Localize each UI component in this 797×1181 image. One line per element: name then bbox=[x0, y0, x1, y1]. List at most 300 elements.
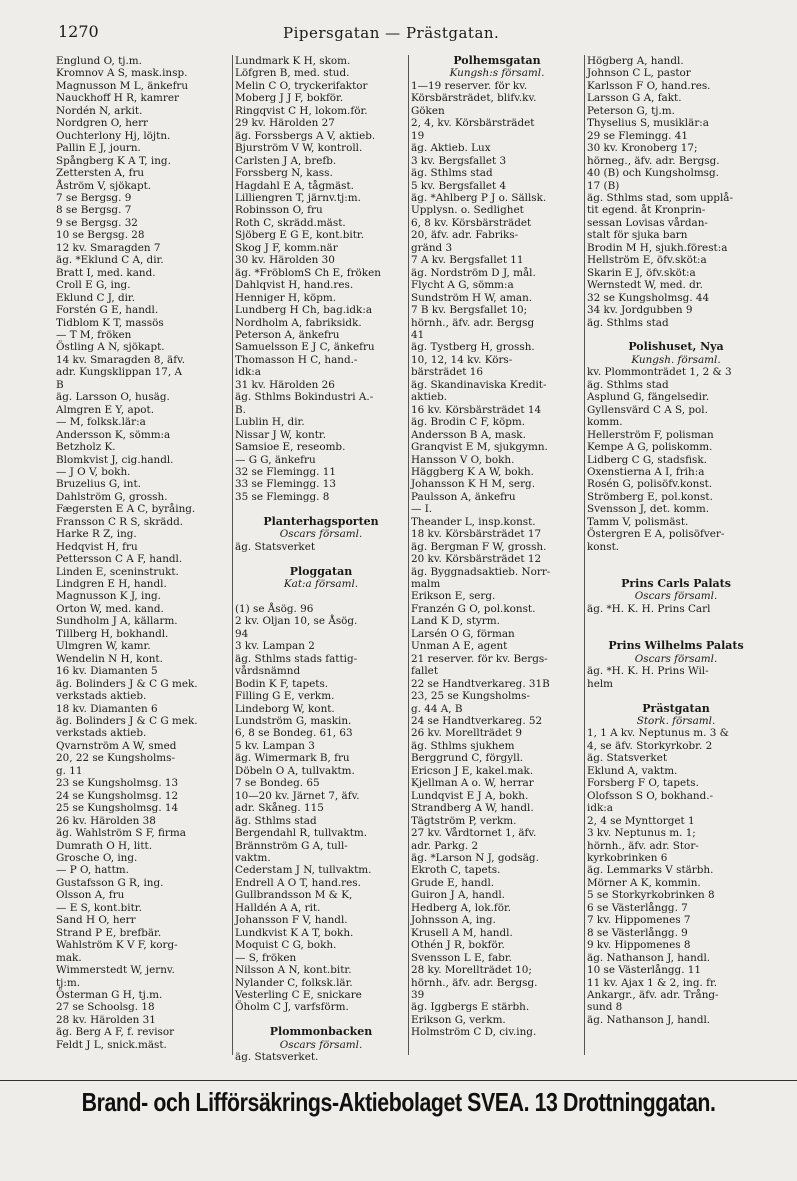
directory-entry: 28 ky. Morellträdet 10; bbox=[411, 964, 532, 977]
directory-entry: Endrell A O T, hand.res. bbox=[235, 876, 361, 889]
directory-entry: sund 8 bbox=[587, 1001, 623, 1014]
directory-entry: Bratt I, med. kand. bbox=[56, 266, 156, 279]
directory-entry: 9 se Bergsg. 32 bbox=[56, 216, 138, 229]
directory-entry: äg. Bolinders J & C G mek. bbox=[56, 677, 198, 690]
directory-entry: 23 se Kungsholmsg. 13 bbox=[56, 777, 179, 790]
directory-entry: Skog J F, komm.när bbox=[235, 241, 338, 254]
directory-entry: 35 se Flemingg. 8 bbox=[235, 490, 330, 503]
directory-entry: Gyllensvärd C A S, pol. bbox=[587, 403, 708, 416]
directory-entry: 24 se Handtverkareg. 52 bbox=[411, 715, 543, 728]
directory-entry: Halldén A A, rit. bbox=[235, 901, 321, 914]
directory-entry: Fægersten E A C, byråing. bbox=[56, 503, 196, 516]
directory-entry: vårdsnämnd bbox=[235, 665, 301, 678]
directory-entry: 17 (B) bbox=[587, 179, 620, 192]
directory-entry: Linden E, sceninstrukt. bbox=[56, 565, 179, 578]
directory-entry: Lindgren E H, handl. bbox=[56, 578, 167, 591]
directory-entry: Löfgren B, med. stud. bbox=[235, 67, 350, 80]
directory-entry: hörnh., äfv. adr. Bergsg bbox=[411, 316, 535, 329]
directory-entry: 10, 12, 14 kv. Körs- bbox=[411, 353, 513, 366]
directory-entry: Brodin M H, sjukh.förest:a bbox=[587, 241, 728, 254]
directory-entry: Döbeln O A, tullvaktm. bbox=[235, 764, 355, 777]
directory-entry: kv. Plommonträdet 1, 2 & 3 bbox=[587, 366, 732, 379]
directory-entry: Öholm C J, varfsförm. bbox=[235, 1001, 349, 1014]
directory-entry: Larsson G A, fakt. bbox=[587, 92, 682, 105]
directory-entry: äg. Sthlms stad bbox=[411, 167, 493, 180]
directory-entry: Bruzelius G, int. bbox=[56, 478, 141, 491]
directory-entry: Oscars församl. bbox=[279, 528, 363, 541]
directory-entry: äg. Berg A F, f. revisor bbox=[56, 1026, 175, 1039]
directory-entry: Skarin E J, öfv.sköt:a bbox=[587, 266, 696, 279]
directory-entry: Nordholm A, fabriksidk. bbox=[235, 316, 362, 329]
directory-entry: Spångberg K A T, ing. bbox=[56, 154, 171, 167]
directory-entry: Lundberg H Ch, bag.idk:a bbox=[235, 304, 373, 317]
directory-entry: 5 kv. Lampan 3 bbox=[235, 739, 315, 752]
directory-entry: Östling A N, sjökapt. bbox=[56, 341, 165, 354]
directory-entry: 2, 4, kv. Körsbärsträdet bbox=[411, 117, 535, 130]
directory-entry: Hellström E, öfv.sköt:a bbox=[587, 254, 707, 267]
street-heading: Polishuset, Nya bbox=[628, 340, 724, 354]
directory-entry: Lublin H, dir. bbox=[235, 416, 305, 429]
directory-entry: Johansson F V, handl. bbox=[235, 914, 348, 927]
directory-entry: Ekroth C, tapets. bbox=[411, 864, 501, 877]
directory-entry: äg. Statsverket. bbox=[235, 1051, 319, 1064]
street-heading: Plommonbacken bbox=[269, 1025, 373, 1039]
directory-entry: Roth C, skrädd.mäst. bbox=[235, 216, 346, 229]
directory-entry: äg. Sthlms stad, som upplå- bbox=[587, 191, 733, 204]
directory-entry: Lilliengren T, järnv.tj:m. bbox=[235, 191, 361, 204]
directory-entry: Kromnov A S, mask.insp. bbox=[56, 67, 188, 80]
directory-entry: 2, 4 se Mynttorget 1 bbox=[587, 814, 695, 827]
directory-entry: Sundholm J A, källarm. bbox=[56, 615, 178, 628]
directory-entry: äg. Sthlms sjukhem bbox=[411, 739, 515, 752]
directory-entry: — T M, fröken bbox=[56, 328, 132, 341]
directory-entry: 34 kv. Jordgubben 9 bbox=[587, 304, 693, 317]
directory-entry: Fransson C R S, skrädd. bbox=[56, 515, 184, 528]
directory-entry: Magnusson M L, änkefru bbox=[56, 79, 189, 92]
directory-entry: Andersson B A, mask. bbox=[411, 428, 526, 441]
directory-entry: äg. *H. K. H. Prins Wil- bbox=[587, 665, 709, 678]
directory-entry: äg. Bergman F W, grossh. bbox=[411, 540, 547, 553]
directory-entry: Bodin K F, tapets. bbox=[235, 677, 329, 690]
directory-entry: 18 kv. Körsbärsträdet 17 bbox=[411, 528, 542, 541]
directory-entry: 1—19 reserver. för kv. bbox=[411, 79, 528, 92]
directory-entry: Franzén G O, pol.konst. bbox=[411, 602, 536, 615]
directory-entry: äg. Nordström D J, mål. bbox=[411, 266, 536, 279]
directory-entry: Strandberg A W, handl. bbox=[411, 802, 534, 815]
directory-entry: hörneg., äfv. adr. Bergsg. bbox=[587, 154, 720, 167]
directory-entry: Holmström C D, civ.ing. bbox=[411, 1026, 537, 1039]
directory-entry: äg. Skandinaviska Kredit- bbox=[411, 378, 547, 391]
directory-entry: Hedqvist H, fru bbox=[56, 540, 138, 553]
page-title: Pipersgatan — Prästgatan. bbox=[283, 24, 500, 42]
directory-entry: Johnson C L, pastor bbox=[587, 67, 691, 80]
directory-entry: Robinsson O, fru bbox=[235, 204, 323, 217]
directory-entry: Henniger H, köpm. bbox=[235, 291, 337, 304]
directory-entry: fallet bbox=[411, 665, 439, 678]
column-3 bbox=[408, 55, 583, 1055]
directory-entry: Orton W, med. kand. bbox=[56, 602, 164, 615]
directory-entry: komm. bbox=[587, 416, 623, 429]
directory-entry: 41 bbox=[411, 328, 425, 341]
directory-entry: 6, 8 kv. Körsbärsträdet bbox=[411, 216, 532, 229]
directory-entry: Magnusson K J, ing. bbox=[56, 590, 161, 603]
directory-entry: Kungsh. församl. bbox=[631, 353, 721, 366]
directory-entry: tit egend. åt Kronprin- bbox=[587, 204, 706, 217]
directory-entry: adr. Skåneg. 115 bbox=[235, 802, 324, 815]
directory-entry: B. bbox=[235, 403, 246, 416]
directory-entry: Ulmgren W, kamr. bbox=[56, 640, 151, 653]
directory-entry: 7 kv. Hippomenes 7 bbox=[587, 914, 691, 927]
directory-entry: — S, fröken bbox=[235, 951, 297, 964]
directory-entry: adr. Parkg. 2 bbox=[411, 839, 479, 852]
directory-entry: Melin C O, tryckerifaktor bbox=[235, 79, 368, 92]
directory-entry: 6 se Västerlångg. 7 bbox=[587, 901, 688, 914]
directory-entry: Kat:a församl. bbox=[283, 578, 359, 591]
directory-entry: Wernstedt W, med. dr. bbox=[587, 279, 703, 292]
directory-entry: Forssberg N, kass. bbox=[235, 167, 333, 180]
directory-entry: Flycht A G, sömm:a bbox=[411, 279, 514, 292]
directory-entry: 31 kv. Härolden 26 bbox=[235, 378, 335, 391]
directory-entry: 8 se Bergsg. 7 bbox=[56, 204, 132, 217]
directory-entry: sessan Lovisas vårdan- bbox=[587, 216, 708, 229]
directory-entry: stalt för sjuka barn bbox=[587, 229, 688, 242]
directory-entry: äg. Bolinders J & C G mek. bbox=[56, 715, 198, 728]
directory-entry: 26 kv. Morellträdet 9 bbox=[411, 727, 522, 740]
directory-entry: Strömberg E, pol.konst. bbox=[587, 490, 713, 503]
directory-entry: Mörner A K, kommin. bbox=[587, 876, 701, 889]
street-heading: Ploggatan bbox=[289, 564, 353, 578]
directory-entry: Moberg J J F, bokför. bbox=[235, 92, 344, 105]
directory-entry: Johnsson A, ing. bbox=[411, 914, 496, 927]
directory-entry: Gullbrandsson M & K, bbox=[235, 889, 353, 902]
directory-entry: Samsioe E, reseomb. bbox=[235, 441, 346, 454]
directory-entry: gränd 3 bbox=[411, 241, 453, 254]
directory-entry: helm bbox=[587, 677, 614, 690]
directory-entry: konst. bbox=[587, 540, 620, 553]
directory-entry: 27 kv. Vårdtornet 1, äfv. bbox=[411, 827, 537, 840]
directory-entry: Ankargr., äfv. adr. Trång- bbox=[587, 988, 719, 1001]
directory-entry: 10—20 kv. Järnet 7, äfv. bbox=[235, 789, 360, 802]
directory-entry: vaktm. bbox=[235, 852, 271, 864]
street-heading: Polhemsgatan bbox=[453, 54, 541, 67]
directory-entry: 11 kv. Ajax 1 & 2, ing. fr. bbox=[587, 976, 718, 989]
directory-entry: Qvarnström A W, smed bbox=[56, 739, 177, 752]
column-1 bbox=[56, 55, 228, 1055]
directory-entry: Svensson L E, fabr. bbox=[411, 951, 512, 964]
directory-entry: Stork. församl. bbox=[636, 715, 716, 728]
directory-entry: Krusell A M, handl. bbox=[411, 926, 513, 939]
directory-entry: 6, 8 se Bondeg. 61, 63 bbox=[235, 727, 353, 740]
directory-entry: aktieb. bbox=[411, 391, 448, 404]
directory-entry: äg. Sthlms stad bbox=[587, 378, 669, 391]
directory-entry: Land K D, styrm. bbox=[411, 615, 500, 628]
street-heading: Prins Wilhelms Palats bbox=[608, 639, 744, 653]
directory-entry: 10 se Västerlångg. 11 bbox=[587, 964, 702, 977]
directory-entry: Körsbärsträdet, blifv.kv. bbox=[411, 92, 537, 105]
directory-entry: Brännström G A, tull- bbox=[235, 839, 348, 852]
directory-entry: Göken bbox=[411, 104, 445, 117]
directory-entry: Grude E, handl. bbox=[411, 876, 495, 889]
directory-entry: B bbox=[56, 378, 64, 391]
directory-entry: 39 bbox=[411, 988, 425, 1001]
directory-entry: verkstads aktieb. bbox=[56, 727, 147, 740]
directory-entry: Berggrund C, förgyll. bbox=[411, 752, 524, 765]
directory-entry: Lindeborg W, kont. bbox=[235, 702, 335, 715]
blank-line bbox=[235, 553, 407, 565]
directory-entry: Hedberg A, lok.för. bbox=[411, 901, 512, 914]
directory-entry: Hansson V O, bokh. bbox=[411, 453, 515, 466]
directory-entry: Moquist C G, bokh. bbox=[235, 939, 337, 952]
directory-entry: Andersson K, sömm:a bbox=[56, 428, 171, 441]
directory-entry: Thyselius S, musiklär:a bbox=[587, 117, 709, 130]
directory-entry: äg. Lemmarks V stärbh. bbox=[587, 864, 714, 877]
directory-entry: Nordgren O, herr bbox=[56, 117, 149, 130]
directory-entry: Betzholz K. bbox=[56, 441, 116, 454]
directory-entry: äg. Wimermark B, fru bbox=[235, 752, 350, 765]
directory-entry: 24 se Kungsholmsg. 12 bbox=[56, 789, 179, 802]
street-heading: Planterhagsporten bbox=[263, 514, 379, 528]
directory-entry: 9 kv. Hippomenes 8 bbox=[587, 939, 691, 952]
directory-entry: äg. Nathanson J, handl. bbox=[587, 1013, 711, 1026]
directory-entry: Croll E G, ing. bbox=[56, 279, 131, 292]
directory-entry: Filling G E, verkm. bbox=[235, 690, 335, 703]
street-heading: Prins Carls Palats bbox=[621, 577, 731, 591]
directory-entry: Theander L, insp.konst. bbox=[411, 515, 536, 528]
directory-entry: Englund O, tj.m. bbox=[56, 55, 142, 67]
directory-entry: (1) se Åsög. 96 bbox=[235, 602, 314, 615]
directory-entry: äg. Brodin C F, köpm. bbox=[411, 416, 526, 429]
directory-entry: — M, folksk.lär:a bbox=[56, 416, 146, 429]
directory-entry: 20, 22 se Kungsholms- bbox=[56, 752, 176, 765]
directory-entry: 26 kv. Härolden 38 bbox=[56, 814, 156, 827]
directory-entry: 7 B kv. Bergsfallet 10; bbox=[411, 304, 528, 317]
directory-entry: 5 se Storkyrkobrinken 8 bbox=[587, 889, 715, 902]
directory-entry: 29 se Flemingg. 41 bbox=[587, 129, 688, 142]
directory-entry: äg. Iggbergs E stärbh. bbox=[411, 1001, 530, 1014]
directory-entry: Larsén O G, förman bbox=[411, 627, 515, 640]
directory-entry: äg. Nathanson J, handl. bbox=[587, 951, 711, 964]
directory-entry: 7 se Bergsg. 9 bbox=[56, 191, 132, 204]
directory-entry: 30 kv. Kronoberg 17; bbox=[587, 142, 698, 155]
directory-entry: Forstén G E, handl. bbox=[56, 304, 159, 317]
directory-entry: 19 bbox=[411, 129, 425, 142]
directory-entry: 32 se Kungsholmsg. 44 bbox=[587, 291, 710, 304]
directory-entry: Hellerström F, polisman bbox=[587, 428, 714, 441]
directory-entry: Wahlström K V F, korg- bbox=[56, 939, 178, 952]
directory-entry: Oxenstierna A I, frih:a bbox=[587, 465, 705, 478]
directory-entry: Wimmerstedt W, jernv. bbox=[56, 964, 175, 977]
blank-line bbox=[235, 503, 407, 515]
directory-entry: Nilsson A N, kont.bitr. bbox=[235, 964, 352, 977]
directory-entry: hörnh., äfv. adr. Stor- bbox=[587, 839, 699, 852]
directory-entry: Olofsson S O, bokhand.- bbox=[587, 789, 714, 802]
directory-entry: Högberg A, handl. bbox=[587, 55, 684, 67]
directory-entry: äg. Byggnadsaktieb. Norr- bbox=[411, 565, 551, 578]
directory-entry: Strand P E, brefbär. bbox=[56, 926, 162, 939]
directory-entry: Oscars församl. bbox=[634, 652, 718, 665]
blank-line bbox=[587, 553, 765, 565]
directory-entry: Lundström G, maskin. bbox=[235, 715, 352, 728]
directory-entry: Granqvist E M, sjukgymn. bbox=[411, 441, 548, 454]
directory-entry: kyrkobrinken 6 bbox=[587, 852, 668, 864]
directory-entry: 3 kv. Neptunus m. 1; bbox=[587, 827, 696, 840]
directory-entry: Blomkvist J, cig.handl. bbox=[56, 453, 174, 466]
directory-entry: Lundkvist K A T, bokh. bbox=[235, 926, 354, 939]
blank-line bbox=[235, 590, 407, 602]
directory-entry: Samuelsson E J C, änkefru bbox=[235, 341, 375, 354]
directory-entry: Bjurström V W, kontroll. bbox=[235, 142, 363, 155]
directory-entry: Lundmark K H, skom. bbox=[235, 55, 351, 67]
directory-entry: Ericson J E, kakel.mak. bbox=[411, 764, 534, 777]
directory-entry: 2 kv. Oljan 10, se Åsög. bbox=[235, 615, 358, 628]
directory-entry: Harke R Z, ing. bbox=[56, 528, 137, 541]
directory-entry: 23, 25 se Kungsholms- bbox=[411, 690, 531, 703]
directory-entry: Bergendahl R, tullvaktm. bbox=[235, 827, 368, 840]
page-header bbox=[58, 22, 738, 44]
directory-entry: Dahlqvist H, hand.res. bbox=[235, 279, 354, 292]
directory-entry: 8 se Västerlångg. 9 bbox=[587, 926, 688, 939]
directory-entry: — G G, änkefru bbox=[235, 453, 316, 466]
directory-entry: 94 bbox=[235, 627, 249, 640]
directory-entry: 22 se Handtverkareg. 31B bbox=[411, 677, 550, 690]
directory-entry: Paulsson A, änkefru bbox=[411, 490, 516, 503]
directory-entry: Dumrath O H, litt. bbox=[56, 839, 152, 852]
advertisement-footer bbox=[0, 1080, 797, 1121]
directory-entry: Feldt J L, snick.mäst. bbox=[56, 1038, 167, 1051]
directory-entry: Othén J R, bokför. bbox=[411, 939, 505, 952]
directory-entry: Peterson G, tj.m. bbox=[587, 104, 675, 117]
directory-entry: 3 kv. Lampan 2 bbox=[235, 640, 315, 653]
directory-entry: 10 se Bergsg. 28 bbox=[56, 229, 145, 242]
directory-entry: Unman A E, agent bbox=[411, 640, 508, 653]
column-2 bbox=[232, 55, 407, 1064]
directory-entry: Häggberg K A W, bokh. bbox=[411, 465, 534, 478]
directory-entry: 4, se äfv. Storkyrkobr. 2 bbox=[587, 739, 713, 752]
directory-entry: Erikson E, serg. bbox=[411, 590, 496, 603]
directory-entry: — I. bbox=[411, 503, 433, 516]
directory-entry: — J O V, bokh. bbox=[56, 465, 131, 478]
directory-entry: Cederstam J N, tullvaktm. bbox=[235, 864, 372, 877]
directory-entry: verkstads aktieb. bbox=[56, 690, 147, 703]
directory-entry: — P O, hattm. bbox=[56, 864, 129, 877]
directory-entry: Vesterling C E, snickare bbox=[235, 988, 362, 1001]
directory-entry: äg. Statsverket bbox=[235, 540, 316, 553]
directory-entry: Sand H O, herr bbox=[56, 914, 136, 927]
directory-entry: 16 kv. Diamanten 5 bbox=[56, 665, 158, 678]
directory-entry: 7 se Bondeg. 65 bbox=[235, 777, 320, 790]
directory-entry: Nissar J W, kontr. bbox=[235, 428, 327, 441]
directory-entry: 5 kv. Bergsfallet 4 bbox=[411, 179, 507, 192]
directory-entry: Almgren E Y, apot. bbox=[56, 403, 155, 416]
directory-entry: Johansson K H M, serg. bbox=[411, 478, 535, 491]
directory-columns bbox=[56, 54, 764, 1064]
directory-entry: Nauckhoff H R, kamrer bbox=[56, 92, 179, 105]
directory-entry: adr. Kungsklippan 17, A bbox=[56, 366, 182, 379]
directory-entry: 33 se Flemingg. 13 bbox=[235, 478, 336, 491]
directory-entry: äg. *H. K. H. Prins Carl bbox=[587, 602, 711, 615]
directory-entry: Oscars församl. bbox=[279, 1038, 363, 1051]
directory-entry: malm bbox=[411, 578, 441, 591]
directory-entry: äg. Sthlms stad bbox=[235, 814, 317, 827]
directory-entry: Tägtström P, verkm. bbox=[411, 814, 517, 827]
directory-entry: äg. Tystberg H, grossh. bbox=[411, 341, 535, 354]
directory-entry: Dahlström G, grossh. bbox=[56, 490, 168, 503]
directory-entry: Forsberg F O, tapets. bbox=[587, 777, 699, 790]
directory-entry: 30 kv. Härolden 30 bbox=[235, 254, 335, 267]
blank-line bbox=[587, 615, 765, 627]
directory-entry: mak. bbox=[56, 951, 82, 964]
directory-entry: 32 se Flemingg. 11 bbox=[235, 465, 336, 478]
directory-entry: äg. Sthlms stad bbox=[587, 316, 669, 329]
directory-entry: 20, äfv. adr. Fabriks- bbox=[411, 229, 519, 242]
directory-entry: Kungsh:s församl. bbox=[449, 67, 545, 80]
directory-entry: Guiron J A, handl. bbox=[411, 889, 505, 902]
directory-entry: 20 kv. Körsbärsträdet 12 bbox=[411, 553, 542, 566]
directory-entry: Peterson A, änkefru bbox=[235, 328, 340, 341]
directory-entry: Rosén G, polisöfv.konst. bbox=[587, 478, 713, 491]
directory-entry: Sjöberg E G E, kont.bitr. bbox=[235, 229, 364, 242]
directory-entry: Oscars församl. bbox=[634, 590, 718, 603]
directory-entry: Grosche O, ing. bbox=[56, 852, 138, 864]
directory-entry: Tamm V, polismäst. bbox=[587, 515, 689, 528]
directory-entry: g. 44 A, B bbox=[411, 702, 463, 715]
directory-entry: tj:m. bbox=[56, 976, 81, 989]
directory-entry: Olsson A, fru bbox=[56, 889, 125, 902]
directory-entry: Nylander C, folksk.lär. bbox=[235, 976, 353, 989]
directory-entry: Kjellman A o. W, herrar bbox=[411, 777, 534, 790]
directory-entry: 29 kv. Härolden 27 bbox=[235, 117, 335, 130]
directory-entry: Östergren E A, polisöfver- bbox=[587, 528, 725, 541]
directory-entry: Svensson J, det. komm. bbox=[587, 503, 710, 516]
directory-entry: äg. Aktieb. Lux bbox=[411, 142, 491, 155]
directory-entry: Ouchterlony Hj, löjtn. bbox=[56, 129, 171, 142]
directory-entry: Thomasson H C, hand.- bbox=[235, 353, 358, 366]
directory-entry: Erikson G, verkm. bbox=[411, 1013, 506, 1026]
directory-entry: äg. *Eklund C A, dir. bbox=[56, 254, 164, 267]
directory-entry: Asplund G, fängelsedir. bbox=[587, 391, 710, 404]
directory-entry: Gustafsson G R, ing. bbox=[56, 876, 164, 889]
directory-entry: Nordén N, arkit. bbox=[56, 104, 143, 117]
directory-entry: 16 kv. Körsbärsträdet 14 bbox=[411, 403, 542, 416]
directory-entry: äg. *FröblomS Ch E, fröken bbox=[235, 266, 381, 279]
directory-entry: Hagdahl E A, tågmäst. bbox=[235, 179, 354, 192]
directory-entry: 3 kv. Bergsfallet 3 bbox=[411, 154, 507, 167]
directory-entry: Lidberg C G, stadsfisk. bbox=[587, 453, 707, 466]
directory-entry: Sundström H W, aman. bbox=[411, 291, 533, 304]
directory-entry: Åström V, sjökapt. bbox=[56, 179, 152, 192]
directory-entry: Tillberg H, bokhandl. bbox=[56, 627, 169, 640]
directory-entry: äg. Sthlms stads fattig- bbox=[235, 652, 358, 665]
directory-entry: 21 reserver. för kv. Bergs- bbox=[411, 652, 548, 665]
directory-entry: — E S, kont.bitr. bbox=[56, 901, 142, 914]
insurance-advertisement: Brand- och Lifförsäkrings-Aktiebolaget SVEA. 13 Drottninggatan. bbox=[81, 1087, 716, 1117]
directory-entry: äg. *Ahlberg P J o. Sällsk. bbox=[411, 191, 547, 204]
directory-entry: Tidblom K T, massös bbox=[56, 316, 164, 329]
directory-entry: Carlsten J A, brefb. bbox=[235, 154, 337, 167]
directory-entry: äg. Forssbergs A V, aktieb. bbox=[235, 129, 376, 142]
directory-entry: Pettersson C A F, handl. bbox=[56, 553, 183, 566]
directory-entry: äg. Larsson O, husäg. bbox=[56, 391, 170, 404]
directory-entry: Pallin E J, journ. bbox=[56, 142, 141, 155]
page-number: 1270 bbox=[58, 22, 99, 41]
directory-entry: Wendelin N H, kont. bbox=[56, 652, 163, 665]
directory-entry: äg. *Larson N J, godsäg. bbox=[411, 852, 539, 864]
directory-entry: Upplysn. o. Sedlighet bbox=[411, 204, 524, 217]
directory-entry: Kempe A G, poliskomm. bbox=[587, 441, 713, 454]
directory-entry: Österman G H, tj.m. bbox=[56, 988, 163, 1001]
directory-entry: g. 11 bbox=[56, 764, 83, 777]
directory-entry: Eklund A, vaktm. bbox=[587, 764, 678, 777]
